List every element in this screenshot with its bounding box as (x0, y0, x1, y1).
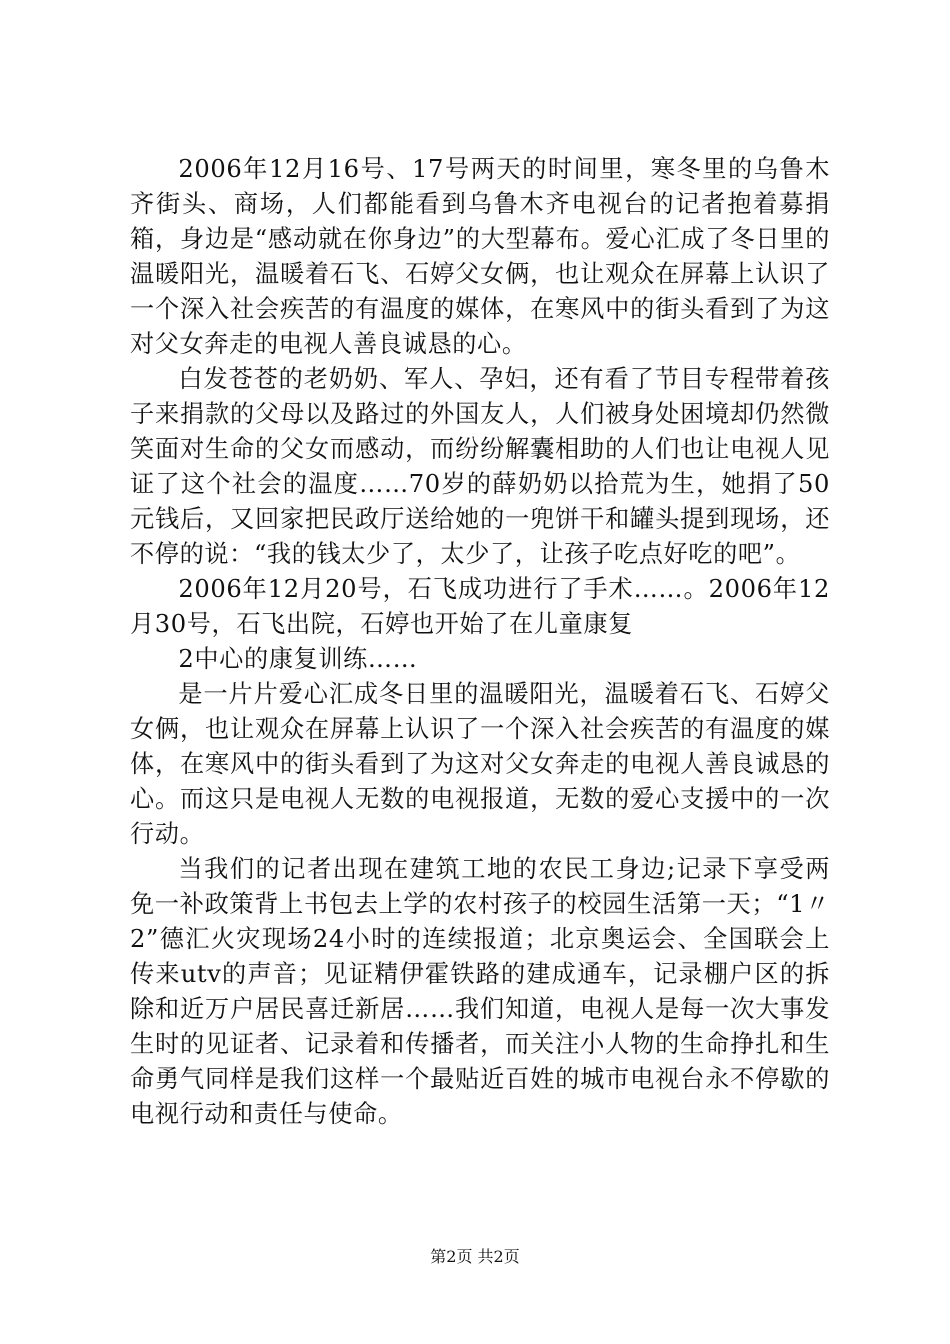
paragraph-3: 2006年12月20号，石飞成功进行了手术……。2006年12月30号，石飞出院，石婷也开始了在儿童康复 (130, 575, 830, 638)
paragraph-2: 白发苍苍的老奶奶、军人、孕妇，还有看了节目专程带着孩子来捐款的父母以及路过的外国友人，人们被身处困境却仍然微笑面对生命的父女而感动，而纷纷解囊相助的人们也让电视人见证了这个社会的温度……70岁的薛奶奶以拾荒为生，她捐了50元钱后，又回家把民政厅送给她的一兜饼干和罐头提到现场，还不停的说：“我的钱太少了，太少了，让孩子吃点好吃的吧”。 (130, 365, 830, 568)
paragraph-5: 是一片片爱心汇成冬日里的温暖阳光，温暖着石飞、石婷父女俩，也让观众在屏幕上认识了一个深入社会疾苦的有温度的媒体，在寒风中的街头看到了为这对父女奔走的电视人善良诚恳的心。而这只是电视人无数的电视报道，无数的爱心支援中的一次行动。 (130, 680, 830, 848)
paragraph-6: 当我们的记者出现在建筑工地的农民工身边;记录下享受两免一补政策背上书包去上学的农村孩子的校园生活第一天；“1〃2”德汇火灾现场24小时的连续报道；北京奥运会、全国联会上传来utv的声音；见证精伊霍铁路的建成通车，记录棚户区的拆除和近万户居民喜迁新居……我们知道，电视人是每一次大事发生时的见证者、记录着和传播者，而关注小人物的生命挣扎和生命勇气同样是我们这样一个最贴近百姓的城市电视台永不停歇的电视行动和责任与使命。 (130, 855, 830, 1128)
paragraph-1: 2006年12月16号、17号两天的时间里，寒冬里的乌鲁木齐街头、商场，人们都能看到乌鲁木齐电视台的记者抱着募捐箱，身边是“感动就在你身边”的大型幕布。爱心汇成了冬日里的温暖阳光，温暖着石飞、石婷父女俩，也让观众在屏幕上认识了一个深入社会疾苦的有温度的媒体，在寒风中的街头看到了为这对父女奔走的电视人善良诚恳的心。 (130, 155, 830, 358)
document-body (130, 152, 830, 1132)
page-number-footer: 第2页 共2页 (430, 1247, 520, 1266)
paragraph-4: 2中心的康复训练…… (178, 645, 418, 673)
